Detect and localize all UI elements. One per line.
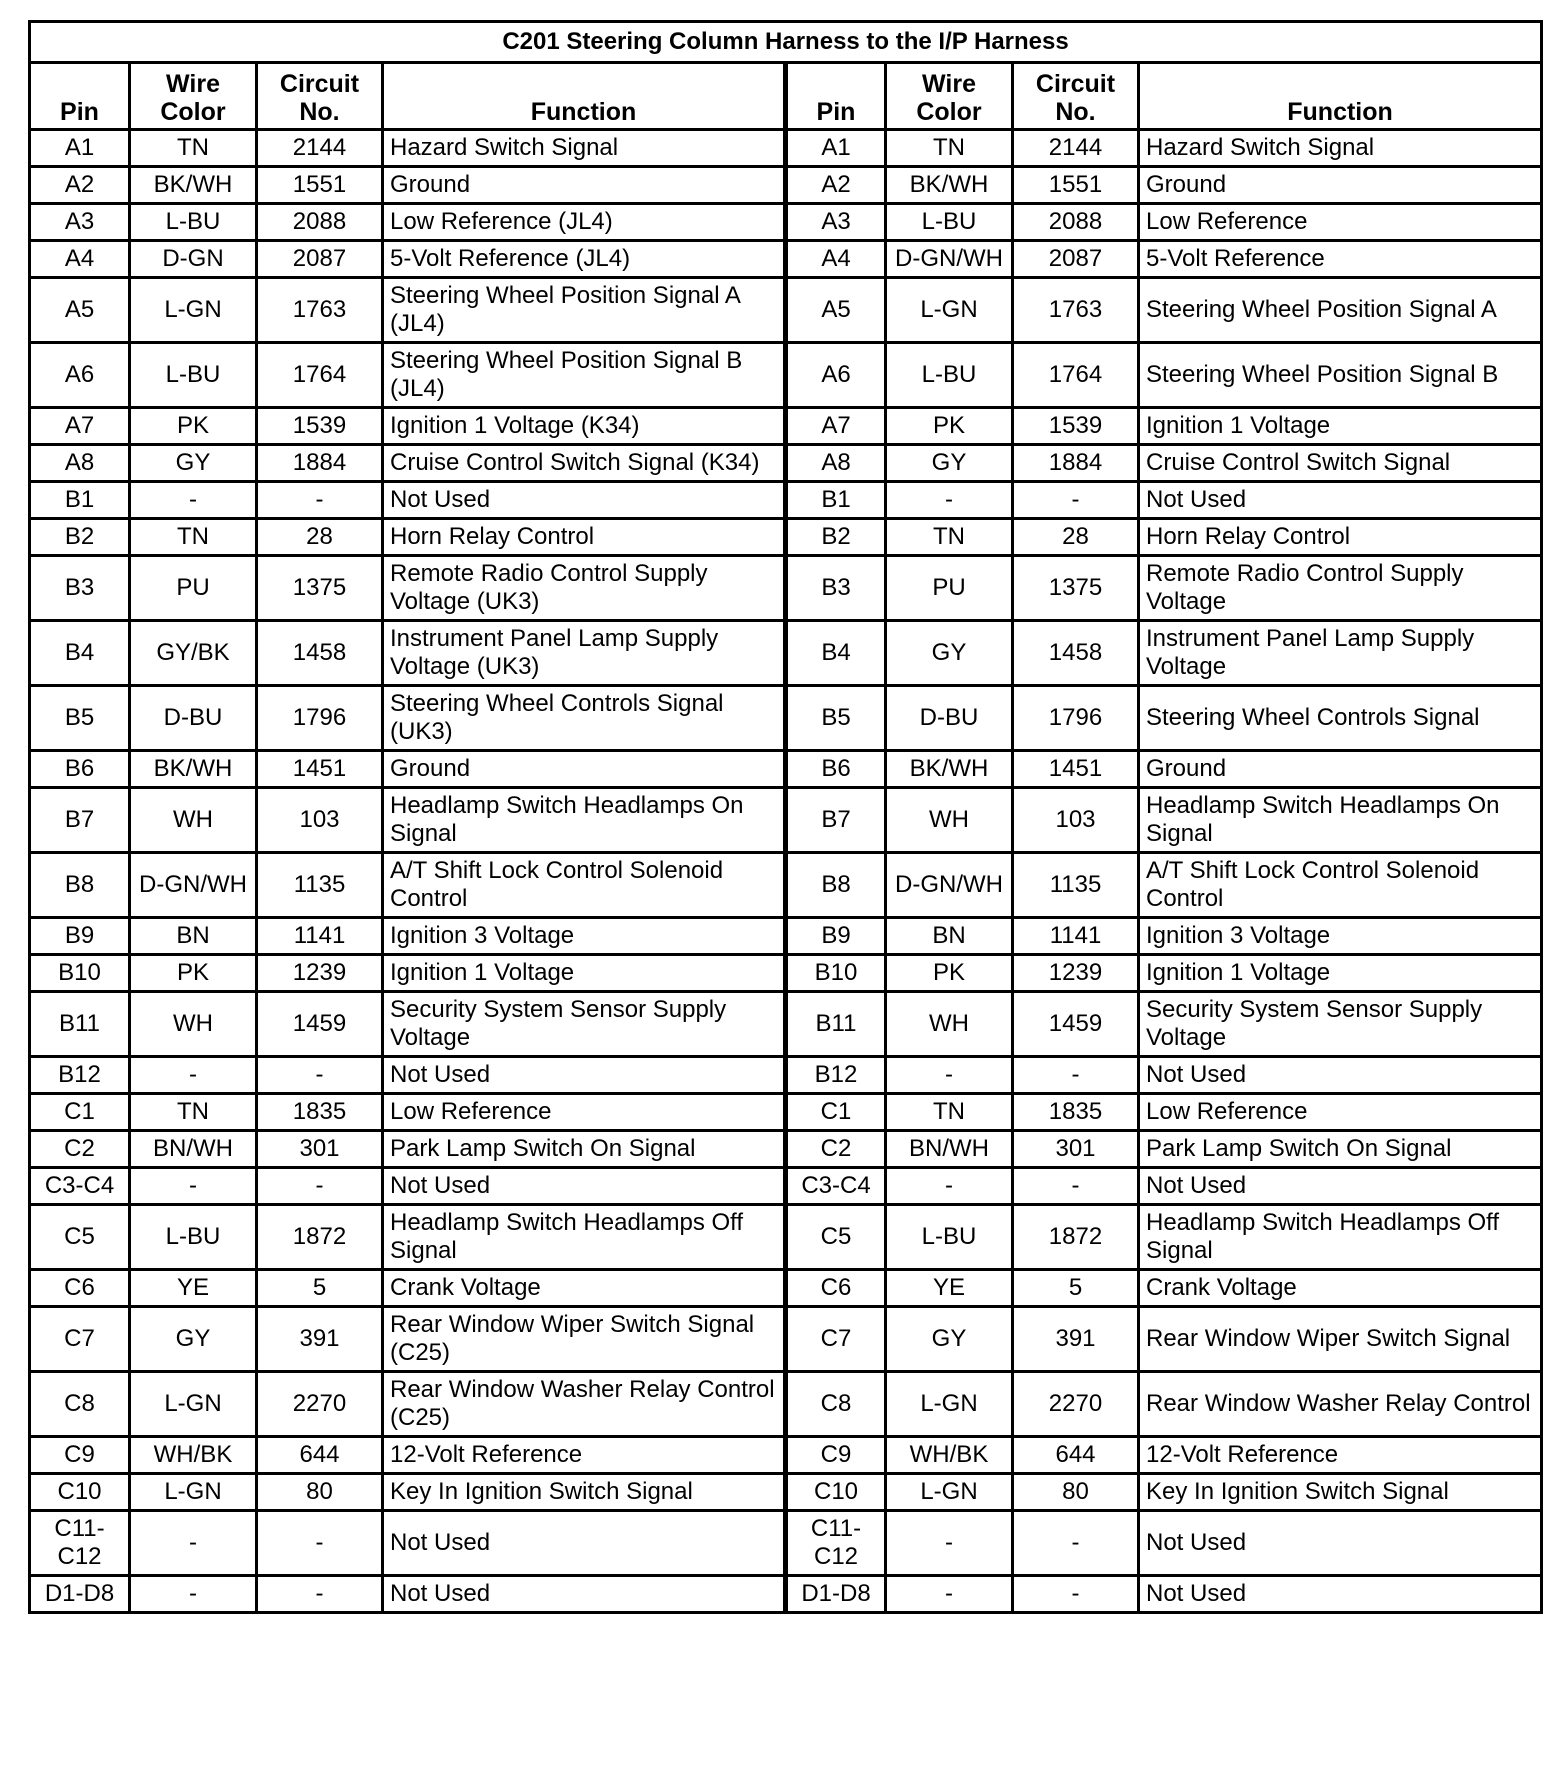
function-left-cell: Not Used — [383, 1511, 786, 1576]
table-row — [30, 1474, 1542, 1511]
circuit-no-right-cell: 1135 — [1013, 853, 1139, 918]
wire-color-left-cell: PU — [130, 556, 257, 621]
circuit-no-left-cell: 1375 — [257, 556, 383, 621]
wire-color-right-cell: WH/BK — [886, 1437, 1013, 1474]
circuit-no-left-cell: - — [257, 1511, 383, 1576]
pin-right-cell: C8 — [786, 1372, 886, 1437]
function-right-cell: 12-Volt Reference — [1139, 1437, 1542, 1474]
table-row — [30, 204, 1542, 241]
pin-left-cell: A3 — [30, 204, 130, 241]
circuit-no-left-cell: 1763 — [257, 278, 383, 343]
pin-right-cell: C5 — [786, 1205, 886, 1270]
wire-color-right-cell: L-GN — [886, 1372, 1013, 1437]
wire-color-left-cell: TN — [130, 130, 257, 167]
wire-color-right-cell: TN — [886, 519, 1013, 556]
pin-right-cell: B11 — [786, 992, 886, 1057]
pin-right-cell: B6 — [786, 751, 886, 788]
table-title: C201 Steering Column Harness to the I/P Harness — [30, 22, 1542, 63]
circuit-no-right-cell: 1451 — [1013, 751, 1139, 788]
circuit-no-right-cell: 1764 — [1013, 343, 1139, 408]
table-row — [30, 918, 1542, 955]
pin-left-cell: B12 — [30, 1057, 130, 1094]
function-right-cell: Not Used — [1139, 1168, 1542, 1205]
header-circuit-no-right: Circuit No. — [1013, 63, 1139, 130]
table-row — [30, 621, 1542, 686]
header-pin-right: Pin — [786, 63, 886, 130]
circuit-no-left-cell: 301 — [257, 1131, 383, 1168]
function-left-cell: Remote Radio Control Supply Voltage (UK3) — [383, 556, 786, 621]
pin-left-cell: A2 — [30, 167, 130, 204]
circuit-no-left-cell: - — [257, 1168, 383, 1205]
pin-left-cell: C5 — [30, 1205, 130, 1270]
circuit-no-right-cell: 1375 — [1013, 556, 1139, 621]
circuit-no-right-cell: 644 — [1013, 1437, 1139, 1474]
function-right-cell: Instrument Panel Lamp Supply Voltage — [1139, 621, 1542, 686]
wire-color-right-cell: - — [886, 482, 1013, 519]
circuit-no-left-cell: 1796 — [257, 686, 383, 751]
wire-color-left-cell: BN/WH — [130, 1131, 257, 1168]
pin-left-cell: C3-C4 — [30, 1168, 130, 1205]
pin-right-cell: A3 — [786, 204, 886, 241]
table-row — [30, 1131, 1542, 1168]
pin-left-cell: B5 — [30, 686, 130, 751]
function-right-cell: Not Used — [1139, 1057, 1542, 1094]
wire-color-left-cell: GY — [130, 445, 257, 482]
table-row — [30, 278, 1542, 343]
pin-right-cell: C9 — [786, 1437, 886, 1474]
wire-color-right-cell: L-BU — [886, 343, 1013, 408]
table-row — [30, 556, 1542, 621]
pin-right-cell: A1 — [786, 130, 886, 167]
pin-left-cell: B6 — [30, 751, 130, 788]
circuit-no-left-cell: 28 — [257, 519, 383, 556]
wire-color-left-cell: GY — [130, 1307, 257, 1372]
circuit-no-left-cell: 1884 — [257, 445, 383, 482]
pin-right-cell: A6 — [786, 343, 886, 408]
wire-color-right-cell: - — [886, 1168, 1013, 1205]
pin-left-cell: B7 — [30, 788, 130, 853]
function-left-cell: Horn Relay Control — [383, 519, 786, 556]
function-left-cell: Ground — [383, 167, 786, 204]
function-right-cell: Ignition 3 Voltage — [1139, 918, 1542, 955]
pin-left-cell: C1 — [30, 1094, 130, 1131]
circuit-no-right-cell: 391 — [1013, 1307, 1139, 1372]
wire-color-right-cell: WH — [886, 788, 1013, 853]
circuit-no-right-cell: 80 — [1013, 1474, 1139, 1511]
function-left-cell: Crank Voltage — [383, 1270, 786, 1307]
connector-table-container — [28, 20, 1540, 1614]
pin-left-cell: A1 — [30, 130, 130, 167]
circuit-no-right-cell: 1884 — [1013, 445, 1139, 482]
wire-color-left-cell: D-BU — [130, 686, 257, 751]
pin-right-cell: B9 — [786, 918, 886, 955]
header-wire-color-right: Wire Color — [886, 63, 1013, 130]
circuit-no-right-cell: - — [1013, 1511, 1139, 1576]
function-left-cell: Not Used — [383, 482, 786, 519]
function-right-cell: Steering Wheel Position Signal A — [1139, 278, 1542, 343]
wire-color-right-cell: PK — [886, 408, 1013, 445]
pin-left-cell: C7 — [30, 1307, 130, 1372]
circuit-no-left-cell: 391 — [257, 1307, 383, 1372]
function-left-cell: Low Reference (JL4) — [383, 204, 786, 241]
pin-right-cell: C2 — [786, 1131, 886, 1168]
wire-color-right-cell: GY — [886, 445, 1013, 482]
circuit-no-left-cell: 1835 — [257, 1094, 383, 1131]
table-row — [30, 1307, 1542, 1372]
pin-left-cell: A7 — [30, 408, 130, 445]
function-right-cell: Horn Relay Control — [1139, 519, 1542, 556]
pin-right-cell: C3-C4 — [786, 1168, 886, 1205]
function-right-cell: Ground — [1139, 751, 1542, 788]
wire-color-left-cell: WH — [130, 788, 257, 853]
circuit-no-right-cell: 103 — [1013, 788, 1139, 853]
wire-color-left-cell: YE — [130, 1270, 257, 1307]
wire-color-right-cell: GY — [886, 1307, 1013, 1372]
function-left-cell: Steering Wheel Position Signal A (JL4) — [383, 278, 786, 343]
table-row — [30, 1511, 1542, 1576]
function-right-cell: Headlamp Switch Headlamps Off Signal — [1139, 1205, 1542, 1270]
circuit-no-right-cell: - — [1013, 1057, 1139, 1094]
function-right-cell: Security System Sensor Supply Voltage — [1139, 992, 1542, 1057]
pin-right-cell: A2 — [786, 167, 886, 204]
function-left-cell: Low Reference — [383, 1094, 786, 1131]
wire-color-left-cell: L-GN — [130, 1372, 257, 1437]
wire-color-right-cell: D-GN/WH — [886, 853, 1013, 918]
wire-color-right-cell: PK — [886, 955, 1013, 992]
function-right-cell: Hazard Switch Signal — [1139, 130, 1542, 167]
wire-color-left-cell: - — [130, 1511, 257, 1576]
pin-left-cell: C9 — [30, 1437, 130, 1474]
header-circuit-no-left: Circuit No. — [257, 63, 383, 130]
table-row — [30, 519, 1542, 556]
function-right-cell: Not Used — [1139, 1576, 1542, 1613]
circuit-no-right-cell: 2270 — [1013, 1372, 1139, 1437]
circuit-no-right-cell: 2088 — [1013, 204, 1139, 241]
function-right-cell: Ignition 1 Voltage — [1139, 408, 1542, 445]
table-row — [30, 482, 1542, 519]
function-right-cell: Remote Radio Control Supply Voltage — [1139, 556, 1542, 621]
table-row — [30, 130, 1542, 167]
wire-color-left-cell: L-BU — [130, 1205, 257, 1270]
wire-color-left-cell: TN — [130, 519, 257, 556]
circuit-no-left-cell: - — [257, 1057, 383, 1094]
function-right-cell: Low Reference — [1139, 1094, 1542, 1131]
function-right-cell: Rear Window Washer Relay Control — [1139, 1372, 1542, 1437]
circuit-no-left-cell: 1141 — [257, 918, 383, 955]
function-right-cell: Not Used — [1139, 482, 1542, 519]
wire-color-left-cell: D-GN/WH — [130, 853, 257, 918]
pin-right-cell: D1-D8 — [786, 1576, 886, 1613]
wire-color-left-cell: BN — [130, 918, 257, 955]
wire-color-right-cell: BK/WH — [886, 751, 1013, 788]
function-left-cell: Not Used — [383, 1057, 786, 1094]
circuit-no-left-cell: 1539 — [257, 408, 383, 445]
function-left-cell: Cruise Control Switch Signal (K34) — [383, 445, 786, 482]
circuit-no-left-cell: 80 — [257, 1474, 383, 1511]
circuit-no-right-cell: 1763 — [1013, 278, 1139, 343]
table-row — [30, 1576, 1542, 1613]
function-left-cell: Ignition 1 Voltage (K34) — [383, 408, 786, 445]
circuit-no-right-cell: 5 — [1013, 1270, 1139, 1307]
circuit-no-left-cell: 1135 — [257, 853, 383, 918]
circuit-no-right-cell: 301 — [1013, 1131, 1139, 1168]
function-left-cell: Headlamp Switch Headlamps Off Signal — [383, 1205, 786, 1270]
wire-color-right-cell: YE — [886, 1270, 1013, 1307]
wire-color-left-cell: BK/WH — [130, 751, 257, 788]
circuit-no-right-cell: - — [1013, 1576, 1139, 1613]
pin-left-cell: B10 — [30, 955, 130, 992]
function-left-cell: Ignition 3 Voltage — [383, 918, 786, 955]
header-function-left: Function — [383, 63, 786, 130]
connector-pinout-table — [28, 20, 1543, 1614]
wire-color-left-cell: L-BU — [130, 343, 257, 408]
function-left-cell: Hazard Switch Signal — [383, 130, 786, 167]
table-row — [30, 955, 1542, 992]
wire-color-left-cell: L-GN — [130, 278, 257, 343]
circuit-no-right-cell: - — [1013, 482, 1139, 519]
table-row — [30, 686, 1542, 751]
function-left-cell: 12-Volt Reference — [383, 1437, 786, 1474]
wire-color-right-cell: D-GN/WH — [886, 241, 1013, 278]
wire-color-left-cell: D-GN — [130, 241, 257, 278]
pin-left-cell: C2 — [30, 1131, 130, 1168]
circuit-no-left-cell: 2144 — [257, 130, 383, 167]
table-row — [30, 241, 1542, 278]
wire-color-right-cell: BN/WH — [886, 1131, 1013, 1168]
pin-left-cell: B1 — [30, 482, 130, 519]
circuit-no-right-cell: 1796 — [1013, 686, 1139, 751]
table-row — [30, 1270, 1542, 1307]
wire-color-left-cell: PK — [130, 955, 257, 992]
pin-left-cell: C11-C12 — [30, 1511, 130, 1576]
pin-left-cell: B3 — [30, 556, 130, 621]
table-row — [30, 788, 1542, 853]
pin-right-cell: C6 — [786, 1270, 886, 1307]
wire-color-left-cell: WH — [130, 992, 257, 1057]
function-left-cell: Security System Sensor Supply Voltage — [383, 992, 786, 1057]
table-row — [30, 167, 1542, 204]
circuit-no-right-cell: 1459 — [1013, 992, 1139, 1057]
pin-left-cell: C6 — [30, 1270, 130, 1307]
function-right-cell: 5-Volt Reference — [1139, 241, 1542, 278]
function-left-cell: Ground — [383, 751, 786, 788]
function-left-cell: 5-Volt Reference (JL4) — [383, 241, 786, 278]
circuit-no-right-cell: 1458 — [1013, 621, 1139, 686]
header-function-right: Function — [1139, 63, 1542, 130]
wire-color-right-cell: L-GN — [886, 278, 1013, 343]
circuit-no-left-cell: 2088 — [257, 204, 383, 241]
wire-color-right-cell: D-BU — [886, 686, 1013, 751]
circuit-no-right-cell: 28 — [1013, 519, 1139, 556]
function-left-cell: A/T Shift Lock Control Solenoid Control — [383, 853, 786, 918]
function-left-cell: Ignition 1 Voltage — [383, 955, 786, 992]
table-row — [30, 853, 1542, 918]
pin-right-cell: B10 — [786, 955, 886, 992]
function-right-cell: Key In Ignition Switch Signal — [1139, 1474, 1542, 1511]
table-row — [30, 1372, 1542, 1437]
circuit-no-right-cell: 1551 — [1013, 167, 1139, 204]
pin-left-cell: A6 — [30, 343, 130, 408]
function-left-cell: Steering Wheel Controls Signal (UK3) — [383, 686, 786, 751]
pin-right-cell: A4 — [786, 241, 886, 278]
circuit-no-right-cell: 1835 — [1013, 1094, 1139, 1131]
circuit-no-right-cell: 2144 — [1013, 130, 1139, 167]
function-right-cell: Cruise Control Switch Signal — [1139, 445, 1542, 482]
table-row — [30, 408, 1542, 445]
wire-color-left-cell: - — [130, 1168, 257, 1205]
circuit-no-left-cell: 1764 — [257, 343, 383, 408]
circuit-no-left-cell: 1872 — [257, 1205, 383, 1270]
wire-color-right-cell: L-GN — [886, 1474, 1013, 1511]
table-row — [30, 1057, 1542, 1094]
pin-right-cell: A5 — [786, 278, 886, 343]
wire-color-right-cell: L-BU — [886, 1205, 1013, 1270]
pin-right-cell: C1 — [786, 1094, 886, 1131]
table-row — [30, 1205, 1542, 1270]
pin-left-cell: A8 — [30, 445, 130, 482]
pin-right-cell: B12 — [786, 1057, 886, 1094]
wire-color-right-cell: - — [886, 1057, 1013, 1094]
pin-left-cell: D1-D8 — [30, 1576, 130, 1613]
pin-left-cell: C8 — [30, 1372, 130, 1437]
header-row — [30, 63, 1542, 130]
pin-right-cell: C11-C12 — [786, 1511, 886, 1576]
table-row — [30, 1437, 1542, 1474]
circuit-no-left-cell: 2270 — [257, 1372, 383, 1437]
table-row — [30, 343, 1542, 408]
function-right-cell: Park Lamp Switch On Signal — [1139, 1131, 1542, 1168]
wire-color-right-cell: PU — [886, 556, 1013, 621]
wire-color-left-cell: L-GN — [130, 1474, 257, 1511]
wire-color-right-cell: - — [886, 1511, 1013, 1576]
function-right-cell: Steering Wheel Controls Signal — [1139, 686, 1542, 751]
wire-color-left-cell: L-BU — [130, 204, 257, 241]
pin-right-cell: B2 — [786, 519, 886, 556]
function-right-cell: Low Reference — [1139, 204, 1542, 241]
header-pin-left: Pin — [30, 63, 130, 130]
wire-color-left-cell: BK/WH — [130, 167, 257, 204]
function-left-cell: Headlamp Switch Headlamps On Signal — [383, 788, 786, 853]
wire-color-right-cell: BN — [886, 918, 1013, 955]
pin-left-cell: A5 — [30, 278, 130, 343]
wire-color-left-cell: TN — [130, 1094, 257, 1131]
circuit-no-left-cell: 1551 — [257, 167, 383, 204]
table-row — [30, 445, 1542, 482]
circuit-no-right-cell: 1539 — [1013, 408, 1139, 445]
circuit-no-left-cell: 1459 — [257, 992, 383, 1057]
function-left-cell: Rear Window Washer Relay Control (C25) — [383, 1372, 786, 1437]
circuit-no-right-cell: 1239 — [1013, 955, 1139, 992]
circuit-no-right-cell: - — [1013, 1168, 1139, 1205]
pin-right-cell: B3 — [786, 556, 886, 621]
circuit-no-left-cell: 1458 — [257, 621, 383, 686]
wire-color-left-cell: WH/BK — [130, 1437, 257, 1474]
pin-left-cell: B11 — [30, 992, 130, 1057]
function-left-cell: Key In Ignition Switch Signal — [383, 1474, 786, 1511]
wire-color-right-cell: TN — [886, 1094, 1013, 1131]
table-body — [30, 130, 1542, 1613]
pin-right-cell: C10 — [786, 1474, 886, 1511]
function-right-cell: Not Used — [1139, 1511, 1542, 1576]
function-right-cell: Crank Voltage — [1139, 1270, 1542, 1307]
pin-left-cell: B9 — [30, 918, 130, 955]
circuit-no-left-cell: 103 — [257, 788, 383, 853]
wire-color-right-cell: L-BU — [886, 204, 1013, 241]
circuit-no-left-cell: - — [257, 482, 383, 519]
function-right-cell: Headlamp Switch Headlamps On Signal — [1139, 788, 1542, 853]
circuit-no-left-cell: 1239 — [257, 955, 383, 992]
wire-color-left-cell: - — [130, 482, 257, 519]
table-row — [30, 1168, 1542, 1205]
wire-color-right-cell: - — [886, 1576, 1013, 1613]
circuit-no-left-cell: 5 — [257, 1270, 383, 1307]
header-wire-color-left: Wire Color — [130, 63, 257, 130]
pin-left-cell: C10 — [30, 1474, 130, 1511]
function-right-cell: Rear Window Wiper Switch Signal — [1139, 1307, 1542, 1372]
wire-color-left-cell: - — [130, 1057, 257, 1094]
table-row — [30, 992, 1542, 1057]
pin-right-cell: B8 — [786, 853, 886, 918]
pin-left-cell: B8 — [30, 853, 130, 918]
pin-left-cell: B2 — [30, 519, 130, 556]
function-left-cell: Instrument Panel Lamp Supply Voltage (UK3) — [383, 621, 786, 686]
function-right-cell: Ground — [1139, 167, 1542, 204]
pin-right-cell: C7 — [786, 1307, 886, 1372]
function-right-cell: Steering Wheel Position Signal B — [1139, 343, 1542, 408]
wire-color-right-cell: GY — [886, 621, 1013, 686]
function-right-cell: Ignition 1 Voltage — [1139, 955, 1542, 992]
circuit-no-left-cell: 644 — [257, 1437, 383, 1474]
pin-right-cell: A7 — [786, 408, 886, 445]
wire-color-left-cell: PK — [130, 408, 257, 445]
pin-right-cell: B4 — [786, 621, 886, 686]
circuit-no-right-cell: 1872 — [1013, 1205, 1139, 1270]
wire-color-right-cell: TN — [886, 130, 1013, 167]
function-left-cell: Steering Wheel Position Signal B (JL4) — [383, 343, 786, 408]
circuit-no-left-cell: - — [257, 1576, 383, 1613]
function-left-cell: Park Lamp Switch On Signal — [383, 1131, 786, 1168]
pin-right-cell: A8 — [786, 445, 886, 482]
circuit-no-right-cell: 2087 — [1013, 241, 1139, 278]
pin-left-cell: B4 — [30, 621, 130, 686]
pin-right-cell: B7 — [786, 788, 886, 853]
circuit-no-left-cell: 1451 — [257, 751, 383, 788]
table-row — [30, 751, 1542, 788]
circuit-no-left-cell: 2087 — [257, 241, 383, 278]
function-right-cell: A/T Shift Lock Control Solenoid Control — [1139, 853, 1542, 918]
wire-color-right-cell: WH — [886, 992, 1013, 1057]
pin-right-cell: B1 — [786, 482, 886, 519]
table-row — [30, 1094, 1542, 1131]
wire-color-left-cell: - — [130, 1576, 257, 1613]
function-left-cell: Rear Window Wiper Switch Signal (C25) — [383, 1307, 786, 1372]
pin-left-cell: A4 — [30, 241, 130, 278]
function-left-cell: Not Used — [383, 1576, 786, 1613]
circuit-no-right-cell: 1141 — [1013, 918, 1139, 955]
wire-color-left-cell: GY/BK — [130, 621, 257, 686]
pin-right-cell: B5 — [786, 686, 886, 751]
function-left-cell: Not Used — [383, 1168, 786, 1205]
wire-color-right-cell: BK/WH — [886, 167, 1013, 204]
